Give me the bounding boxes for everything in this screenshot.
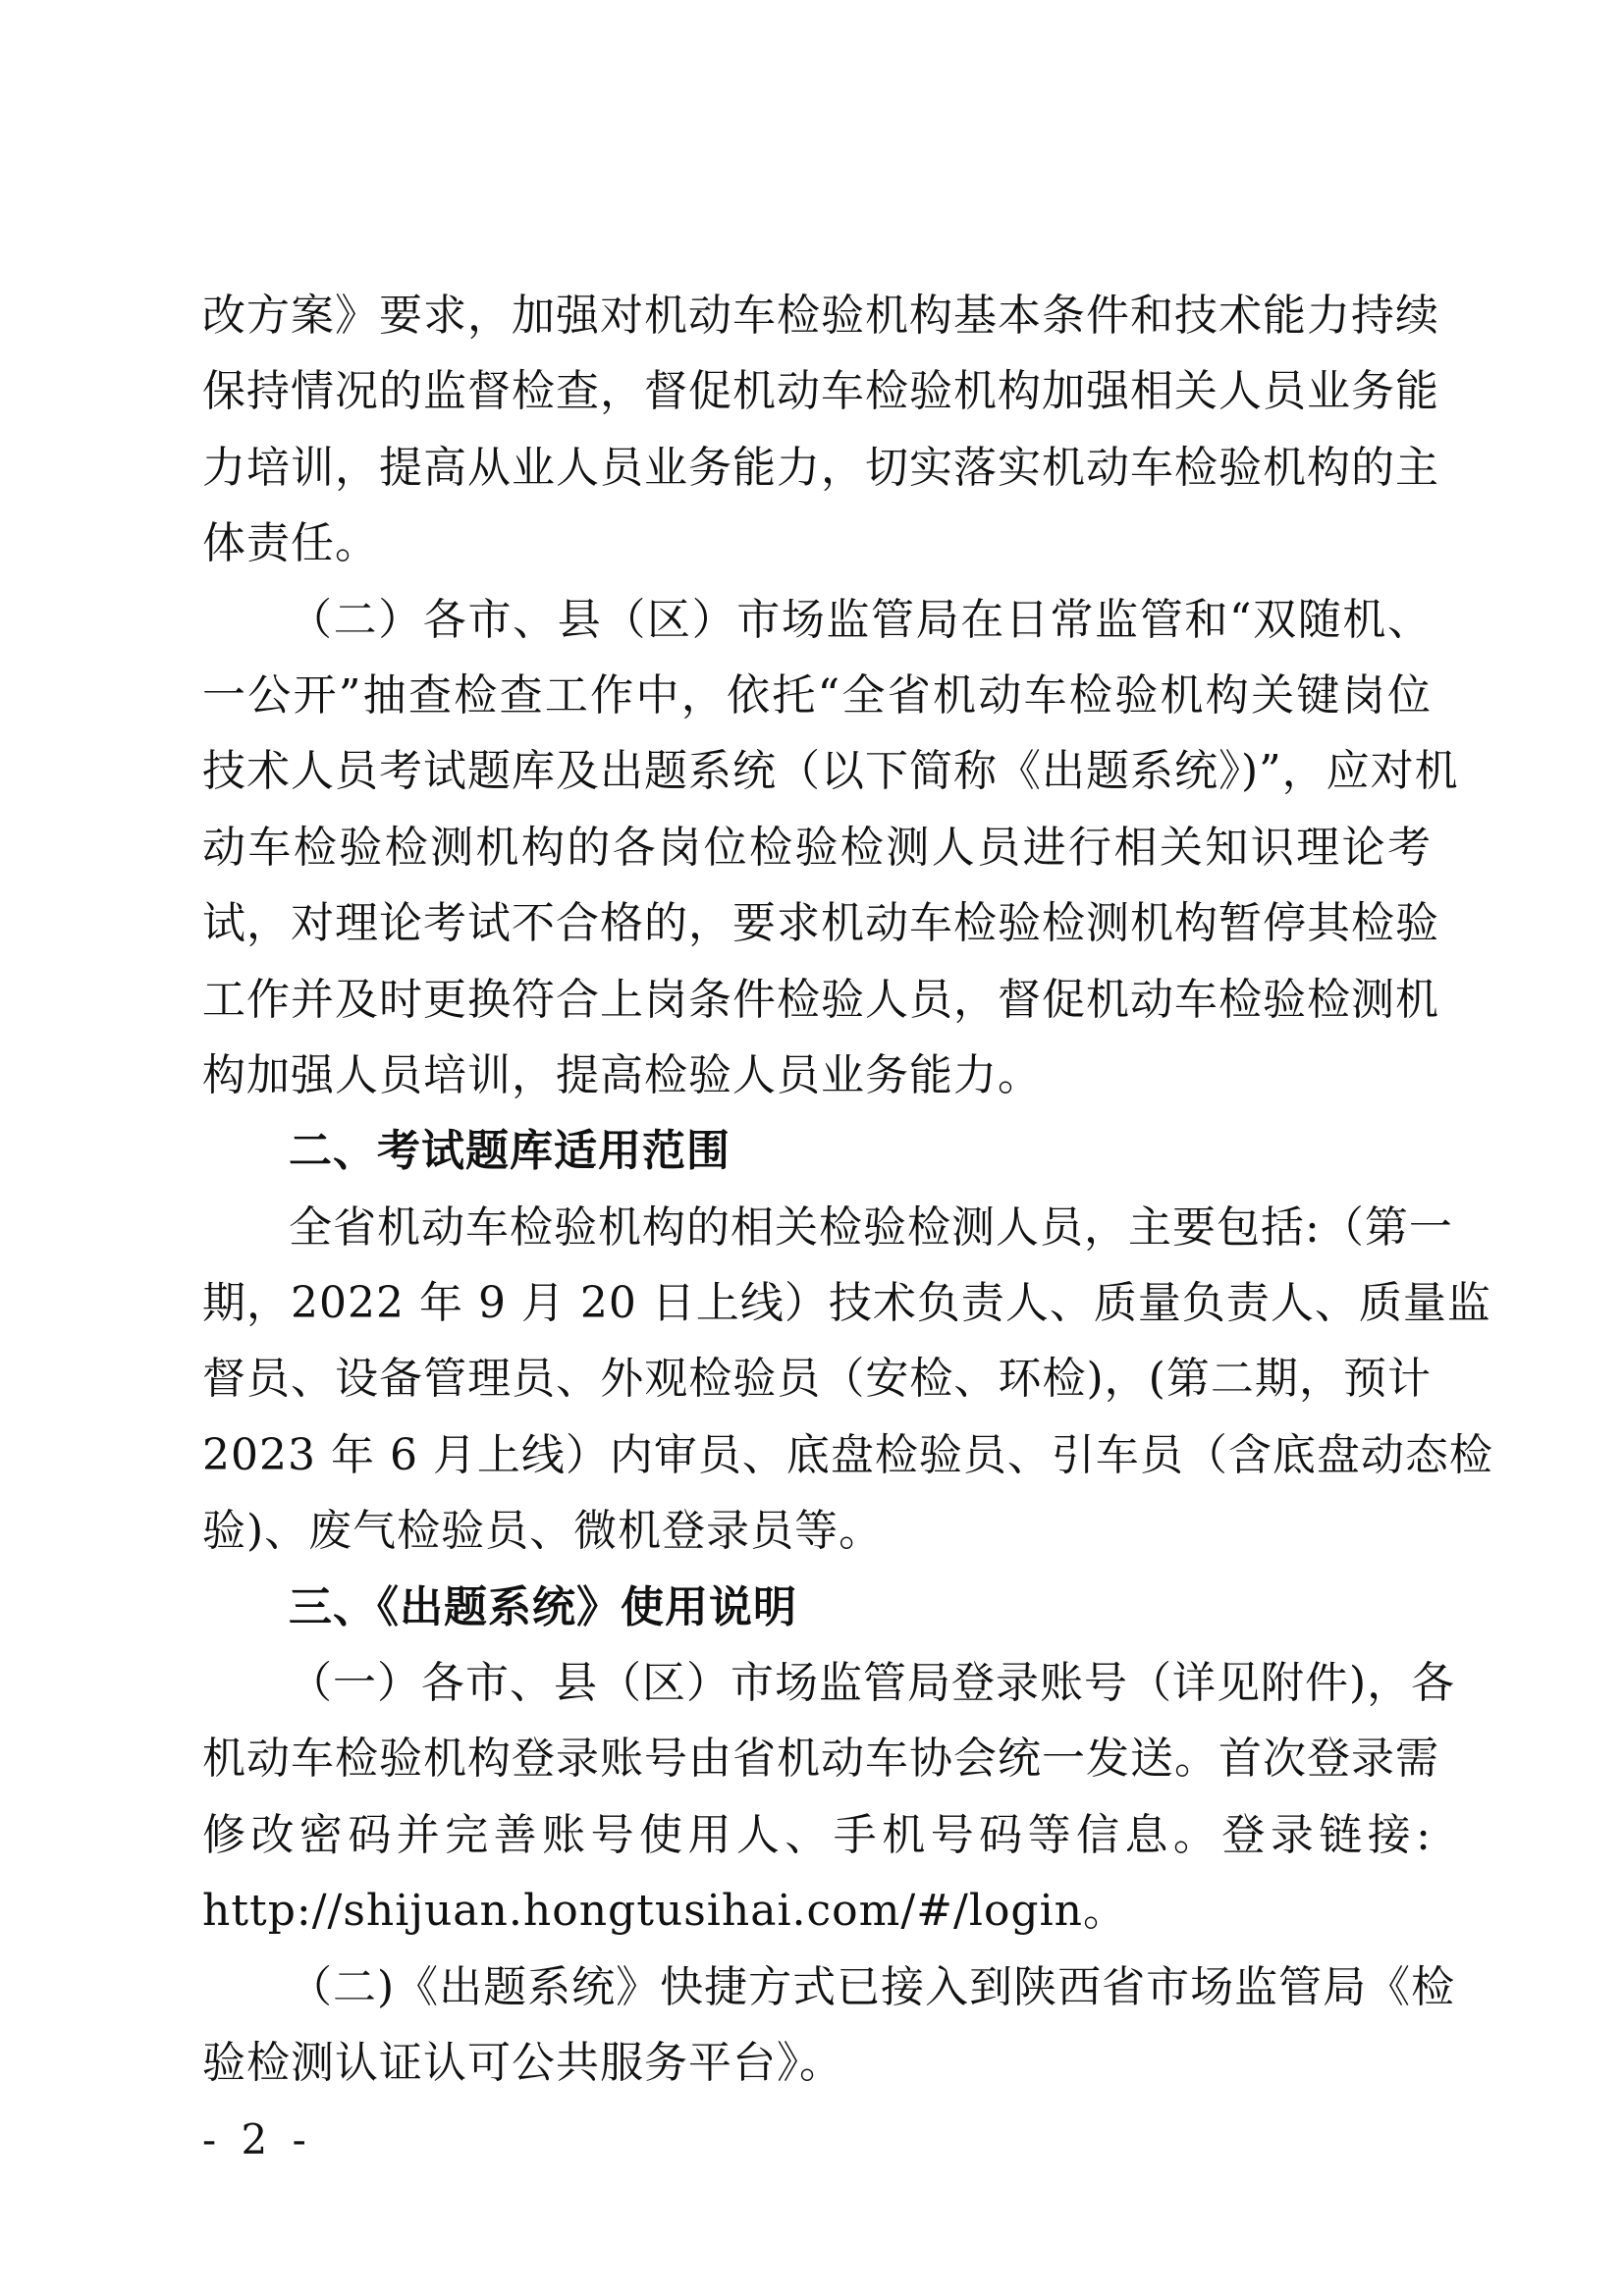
text-line: 体责任。	[202, 518, 379, 569]
text-line: 改方案》要求，加强对机动车检验机构基本条件和技术能力持续	[202, 291, 1439, 341]
text-line: 2023 年 6 月上线）内审员、底盘检验员、引车员（含底盘动态检	[202, 1429, 1493, 1480]
section-heading: 三、《出题系统》使用说明	[289, 1581, 797, 1632]
text-line: 试，对理论考试不合格的，要求机动车检验检测机构暂停其检验	[202, 898, 1439, 949]
text-line: 督员、设备管理员、外观检验员（安检、环检)，(第二期，预计	[202, 1354, 1432, 1405]
text-line: （一）各市、县（区）市场监管局登录账号（详见附件)，各	[289, 1658, 1456, 1709]
text-line: （二)《出题系统》快捷方式已接入到陕西省市场监管局《检	[289, 1961, 1456, 2012]
text-line: 构加强人员培训，提高检验人员业务能力。	[202, 1049, 1042, 1100]
page-number: - 2 -	[202, 2115, 312, 2163]
login-link: http://shijuan.hongtusihai.com/#/login。	[202, 1886, 1128, 1937]
text-line: 全省机动车检验机构的相关检验检测人员，主要包括:（第一	[289, 1201, 1453, 1253]
text-line: 保持情况的监督检查，督促机动车检验机构加强相关人员业务能	[202, 366, 1439, 417]
text-line: 一公开”抽查检查工作中，依托“全省机动车检验机构关键岗位	[202, 669, 1432, 721]
text-line: 动车检验检测机构的各岗位检验检测人员进行相关知识理论考	[202, 822, 1432, 873]
text-line: 机动车检验机构登录账号由省机动车协会统一发送。首次登录需	[202, 1734, 1439, 1785]
text-line: 技术人员考试题库及出题系统（以下简称《出题系统》)”，应对机	[202, 746, 1459, 797]
document-body	[202, 278, 1493, 2101]
text-line: 工作并及时更换符合上岗条件检验人员，督促机动车检验检测机	[202, 974, 1439, 1025]
section-heading: 二、考试题库适用范围	[289, 1126, 731, 1177]
text-line: 验)、废气检验员、微机登录员等。	[202, 1506, 884, 1557]
text-line: 验检测认证认可公共服务平台》。	[202, 2037, 843, 2088]
text-line: 期，2022 年 9 月 20 日上线）技术负责人、质量负责人、质量监	[202, 1278, 1491, 1329]
text-line: 力培训，提高从业人员业务能力，切实落实机动车检验机构的主	[202, 442, 1439, 493]
text-line: （二）各市、县（区）市场监管局在日常监管和“双随机、	[289, 594, 1432, 645]
text-line: 修改密码并完善账号使用人、手机号码等信息。登录链接:	[202, 1809, 1432, 1860]
